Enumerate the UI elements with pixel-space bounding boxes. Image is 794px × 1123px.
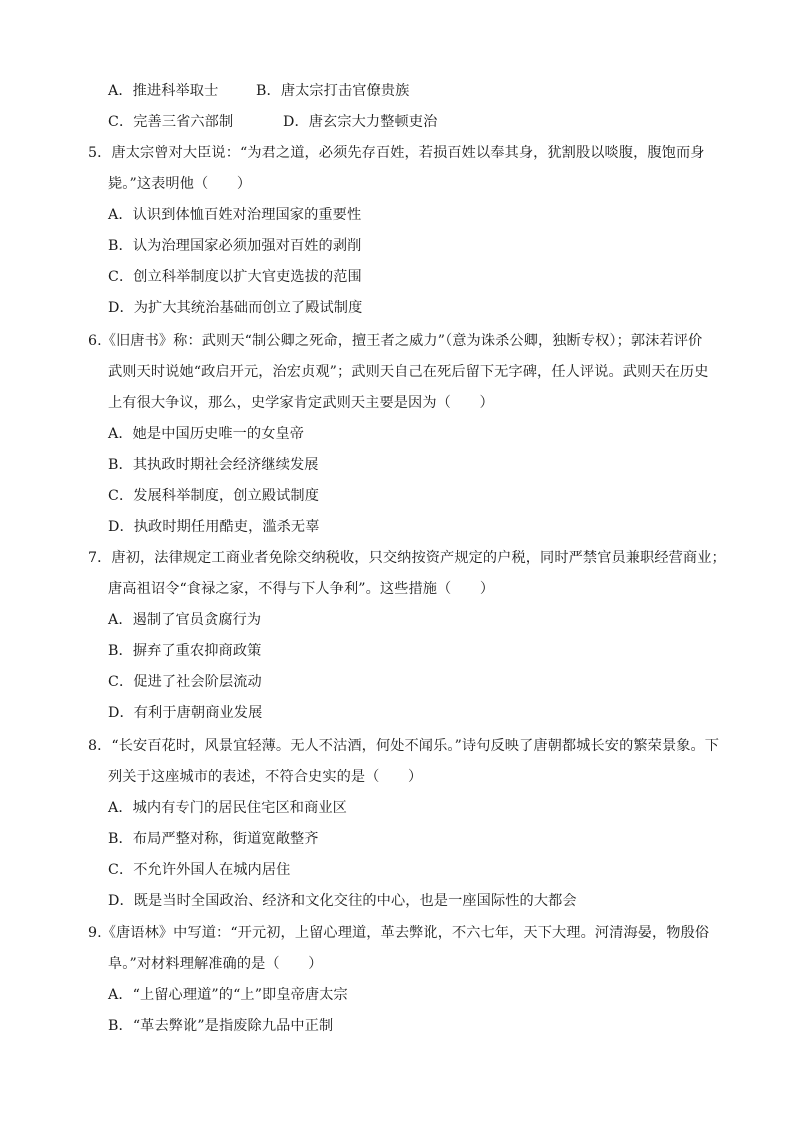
q5-option-c[interactable]: C．创立科举制度以扩大官吏选拔的范围 — [108, 269, 362, 285]
q6-option-b[interactable]: B．其执政时期社会经济继续发展 — [108, 457, 319, 473]
q4-option-a[interactable]: A．推进科举取士 — [108, 83, 219, 99]
q8-stem-line-2: 列关于这座城市的表述，不符合史实的是（ ） — [108, 769, 423, 785]
q5-option-a[interactable]: A．认识到体恤百姓对治理国家的重要性 — [108, 207, 362, 223]
q4-option-d[interactable]: D．唐玄宗大力整顿吏治 — [283, 114, 438, 130]
q7-stem-line-2: 唐高祖诏令“食禄之家，不得与下人争利”。这些措施（ ） — [108, 581, 495, 597]
q6-stem-line-2: 武则天时说她“政启开元，治宏贞观”；武则天自己在死后留下无字碑，任人评说。武则天在历史 — [108, 364, 709, 380]
q7-option-c[interactable]: C．促进了社会阶层流动 — [108, 674, 262, 690]
q4-option-c[interactable]: C．完善三省六部制 — [108, 114, 234, 130]
q9-option-a[interactable]: A．“上留心理道”的“上”即皇帝唐太宗 — [108, 987, 348, 1003]
q7-stem-line-1: 7．唐初，法律规定工商业者免除交纳税收，只交纳按资产规定的户税，同时严禁官员兼职经营商业； — [88, 550, 726, 566]
q6-option-c[interactable]: C．发展科举制度，创立殿试制度 — [108, 488, 319, 504]
q5-stem-line-2: 毙。”这表明他（ ） — [108, 176, 252, 192]
q5-option-b[interactable]: B．认为治理国家必须加强对百姓的剥削 — [108, 238, 362, 254]
q8-option-b[interactable]: B．布局严整对称，街道宽敞整齐 — [108, 831, 319, 847]
q5-option-d[interactable]: D．为扩大其统治基础而创立了殿试制度 — [108, 300, 363, 316]
q8-option-a[interactable]: A．城内有专门的居民住宅区和商业区 — [108, 800, 347, 816]
q4-option-b[interactable]: B．唐太宗打击官僚贵族 — [256, 83, 410, 99]
q6-option-d[interactable]: D．执政时期任用酷吏，滥杀无辜 — [108, 519, 320, 535]
q5-stem-line-1: 5．唐太宗曾对大臣说：“为君之道，必须先存百姓，若损百姓以奉其身，犹割股以啖腹，腹饱而身 — [88, 145, 705, 161]
q8-stem-line-1: 8．“长安百花时，风景宜轻薄。无人不沽酒，何处不闻乐。”诗句反映了唐朝都城长安的繁荣景象。下 — [88, 738, 720, 754]
q9-stem-line-1: 9.《唐语林》中写道：“开元初，上留心理道，革去弊讹，不六七年，天下大理。河清海晏，物殷俗 — [88, 925, 710, 941]
q7-option-d[interactable]: D．有利于唐朝商业发展 — [108, 705, 263, 721]
q7-option-b[interactable]: B．摒弃了重农抑商政策 — [108, 643, 262, 659]
q9-stem-line-2: 阜。”对材料理解准确的是（ ） — [108, 956, 323, 972]
q8-option-c[interactable]: C．不允许外国人在城内居住 — [108, 862, 291, 878]
q6-option-a[interactable]: A．她是中国历史唯一的女皇帝 — [108, 426, 305, 442]
q9-option-b[interactable]: B．“革去弊讹”是指废除九品中正制 — [108, 1018, 334, 1034]
q7-option-a[interactable]: A．遏制了官员贪腐行为 — [108, 612, 262, 628]
q6-stem-line-1: 6.《旧唐书》称：武则天“制公卿之死命，擅王者之威力”（意为诛杀公卿，独断专权）；郭沫若评价 — [88, 333, 703, 349]
q6-stem-line-3: 上有很大争议，那么，史学家肯定武则天主要是因为（ ） — [108, 395, 494, 411]
q8-option-d[interactable]: D．既是当时全国政治、经济和文化交往的中心，也是一座国际性的大都会 — [108, 893, 577, 909]
